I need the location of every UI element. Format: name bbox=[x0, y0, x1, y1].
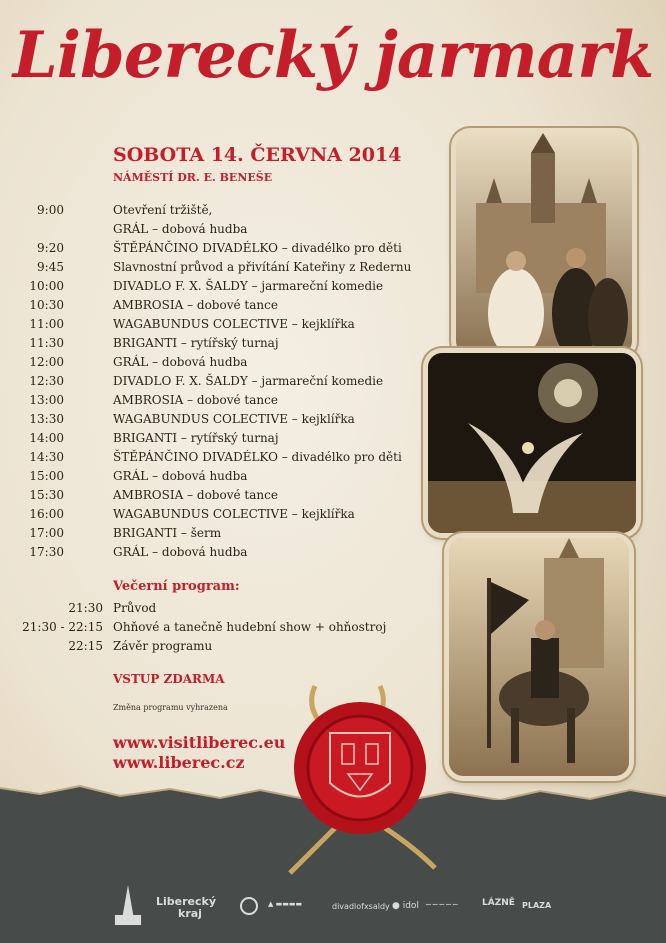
schedule-time: 14:30 bbox=[29, 450, 64, 464]
schedule-time: 10:00 bbox=[29, 279, 64, 293]
link-visitliberec[interactable]: www.visitliberec.eu bbox=[113, 733, 286, 752]
link-liberec[interactable]: www.liberec.cz bbox=[113, 753, 245, 772]
event-place: NÁMĚSTÍ DR. E. BENEŠE bbox=[113, 171, 273, 184]
admission-text: VSTUP ZDARMA bbox=[113, 672, 225, 686]
photo-town-hall-costumes bbox=[456, 133, 632, 355]
liberecky-kraj-line1: Liberecký bbox=[156, 895, 217, 908]
schedule-act: GRÁL – dobová hudba bbox=[113, 222, 248, 236]
wax-seal-icon bbox=[280, 678, 440, 878]
schedule-time: 12:30 bbox=[29, 374, 64, 388]
schedule-time: 11:00 bbox=[29, 317, 64, 331]
script-logo-icon: ∽∽∽∽∽ bbox=[425, 900, 459, 909]
schedule-time: 16:00 bbox=[29, 507, 64, 521]
church-logo-icon bbox=[113, 885, 143, 927]
schedule-act: ŠTĚPÁNČINO DIVADÉLKO – divadélko pro děti bbox=[113, 450, 402, 464]
evening-act: Ohňové a tanečně hudební show + ohňostroj bbox=[113, 620, 387, 634]
liberecky-kraj-line2: kraj bbox=[178, 907, 202, 920]
schedule-time: 10:30 bbox=[29, 298, 64, 312]
schedule-time: 9:00 bbox=[37, 203, 64, 217]
schedule-act: Otevření tržiště, bbox=[113, 203, 213, 217]
schedule-time: 13:30 bbox=[29, 412, 64, 426]
schedule-act: GRÁL – dobová hudba bbox=[113, 545, 248, 559]
evening-act: Průvod bbox=[113, 601, 157, 615]
schedule-time: 17:30 bbox=[29, 545, 64, 559]
schedule-time: 13:00 bbox=[29, 393, 64, 407]
logo-idol: ● idol bbox=[392, 901, 419, 911]
evening-time: 21:30 bbox=[68, 601, 103, 615]
schedule-act: DIVADLO F. X. ŠALDY – jarmareční komedie bbox=[113, 374, 384, 388]
schedule-act: AMBROSIA – dobové tance bbox=[113, 298, 278, 312]
schedule-act: ŠTĚPÁNČINO DIVADÉLKO – divadélko pro děti bbox=[113, 241, 402, 255]
schedule-time: 9:20 bbox=[37, 241, 64, 255]
schedule-act: WAGABUNDUS COLECTIVE – kejklířka bbox=[113, 507, 355, 521]
schedule-act: GRÁL – dobová hudba bbox=[113, 469, 248, 483]
evening-time: 21:30 - 22:15 bbox=[22, 620, 103, 634]
schedule-time: 11:30 bbox=[29, 336, 64, 350]
evening-act: Závěr programu bbox=[113, 639, 213, 653]
evening-time: 22:15 bbox=[68, 639, 103, 653]
schedule-act: DIVADLO F. X. ŠALDY – jarmareční komedie bbox=[113, 279, 384, 293]
schedule-time: 9:45 bbox=[37, 260, 64, 274]
schedule-act: GRÁL – dobová hudba bbox=[113, 355, 248, 369]
schedule-act: AMBROSIA – dobové tance bbox=[113, 488, 278, 502]
event-date: SOBOTA 14. ČERVNA 2014 bbox=[113, 144, 402, 166]
poster-title: Liberecký jarmark bbox=[12, 18, 654, 93]
schedule-act: BRIGANTI – šerm bbox=[113, 526, 222, 540]
logo-lazne: LÁZNĚ bbox=[482, 898, 515, 908]
schedule-time: 15:00 bbox=[29, 469, 64, 483]
logo-liberecky-kraj bbox=[156, 896, 216, 920]
schedule-time: 17:00 bbox=[29, 526, 64, 540]
schedule-act: WAGABUNDUS COLECTIVE – kejklířka bbox=[113, 412, 355, 426]
logo-plaza: PLAZA bbox=[522, 901, 552, 910]
photo-fire-show bbox=[428, 353, 636, 533]
program-note: Změna programu vyhrazena bbox=[113, 703, 228, 712]
circle-logo-icon bbox=[240, 897, 258, 915]
schedule-act: BRIGANTI – rytířský turnaj bbox=[113, 336, 279, 350]
schedule-time: 12:00 bbox=[29, 355, 64, 369]
schedule-act: WAGABUNDUS COLECTIVE – kejklířka bbox=[113, 317, 355, 331]
schedule-act: AMBROSIA – dobové tance bbox=[113, 393, 278, 407]
schedule-time: 14:00 bbox=[29, 431, 64, 445]
evening-heading: Večerní program: bbox=[113, 579, 240, 594]
triangle-logo-icon: ▲ ▬▬▬▬ bbox=[268, 900, 303, 908]
logo-divadlo: divadlofxsaldy bbox=[332, 902, 390, 911]
photo-knight-horse bbox=[449, 538, 629, 776]
schedule-time: 15:30 bbox=[29, 488, 64, 502]
schedule-act: BRIGANTI – rytířský turnaj bbox=[113, 431, 279, 445]
schedule-act: Slavnostní průvod a přivítání Kateřiny z Redernu bbox=[113, 260, 412, 274]
